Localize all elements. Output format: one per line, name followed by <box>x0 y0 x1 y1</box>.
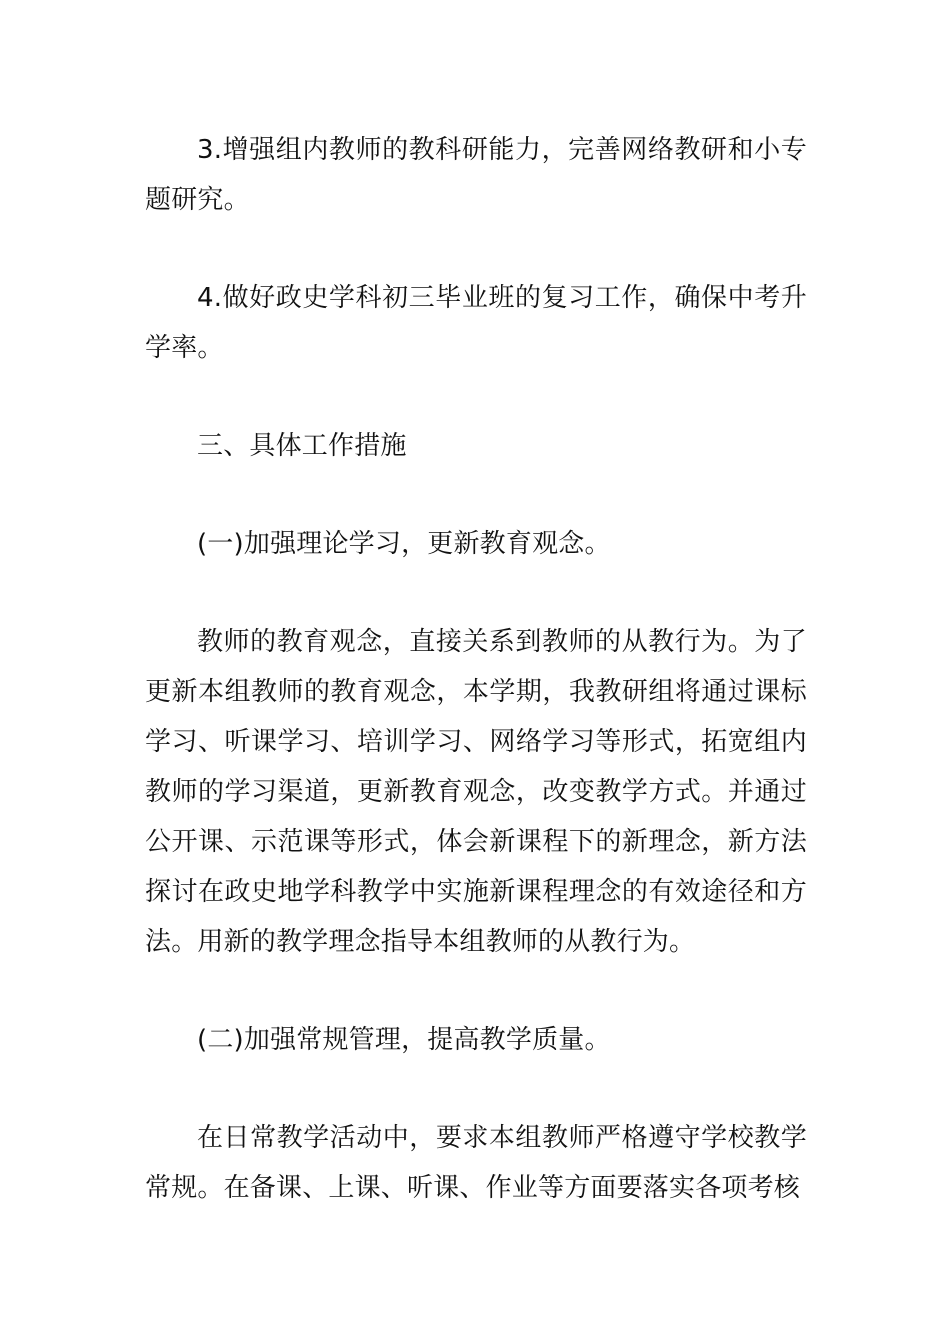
paragraph-goal-3: 3.增强组内教师的教科研能力，完善网络教研和小专题研究。 <box>145 135 807 215</box>
paragraph-goal-4: 4.做好政史学科初三毕业班的复习工作，确保中考升学率。 <box>145 283 807 363</box>
paragraph-routine-management: 在日常教学活动中，要求本组教师严格遵守学校教学常规。在备课、上课、听课、作业等方面要落实各项考核 <box>145 1123 807 1203</box>
document-page <box>145 125 807 1213</box>
subheading-routine-management: (二)加强常规管理，提高教学质量。 <box>197 1025 611 1055</box>
subheading-theory-study: (一)加强理论学习，更新教育观念。 <box>197 529 611 559</box>
paragraph-theory-study: 教师的教育观念，直接关系到教师的从教行为。为了更新本组教师的教育观念，本学期，我教研组将通过课标学习、听课学习、培训学习、网络学习等形式，拓宽组内教师的学习渠道，更新教育观念，改变教学方式。并通过公开课、示范课等形式，体会新课程下的新理念，新方法探讨在政史地学科教学中实施新课程理念的有效途径和方法。用新的教学理念指导本组教师的从教行为。 <box>145 627 807 957</box>
section-heading-measures: 三、具体工作措施 <box>197 431 407 461</box>
